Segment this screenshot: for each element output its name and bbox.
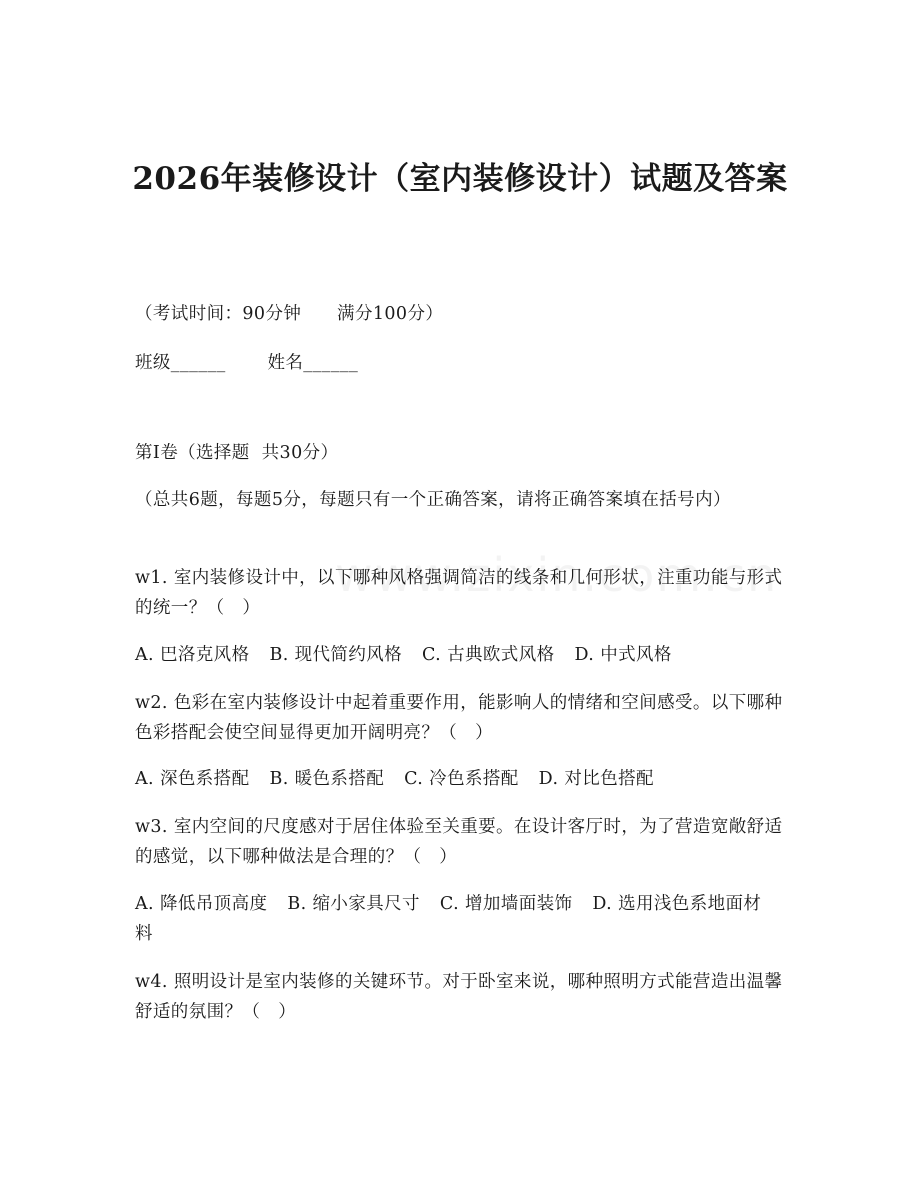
question-1-option-b: B. 现代简约风格 bbox=[269, 645, 403, 665]
question-1-option-a: A. 巴洛克风格 bbox=[135, 645, 250, 665]
question-3-option-d: D. 选用浅色系地面材料 bbox=[135, 894, 762, 944]
class-name-line: 班级______ 姓名______ bbox=[135, 353, 359, 373]
question-3-option-b: B. 缩小家具尺寸 bbox=[287, 894, 420, 914]
question-1-option-d: D. 中式风格 bbox=[574, 645, 672, 665]
question-2-option-c: C. 冷色系搭配 bbox=[404, 769, 519, 789]
question-2-option-b: B. 暖色系搭配 bbox=[269, 769, 385, 789]
question-2-stem: w2. 色彩在室内装修设计中起着重要作用，能影响人的情绪和空间感受。以下哪种色彩搭配会使空间显得更加开阔明亮？（ ） bbox=[135, 693, 783, 743]
question-3-option-c: C. 增加墙面装饰 bbox=[439, 894, 573, 914]
question-2-options bbox=[135, 764, 785, 794]
question-4-stem: w4. 照明设计是室内装修的关键环节。对于卧室来说，哪种照明方式能营造出温馨舒适的氛围？（ ） bbox=[135, 972, 783, 1022]
exam-info: （考试时间：90分钟 满分100分） bbox=[135, 304, 444, 324]
question-3-stem: w3. 室内空间的尺度感对于居住体验至关重要。在设计客厅时，为了营造宽敞舒适的感觉，以下哪种做法是合理的？（ ） bbox=[135, 817, 783, 867]
question-3-option-a: A. 降低吊顶高度 bbox=[135, 894, 268, 914]
question-2-option-d: D. 对比色搭配 bbox=[538, 769, 654, 789]
section-heading: 第Ⅰ卷（选择题 共30分） bbox=[135, 443, 339, 463]
document-title: 2026年装修设计（室内装修设计）试题及答案 bbox=[132, 161, 788, 197]
question-3-options bbox=[135, 889, 785, 949]
question-1-option-c: C. 古典欧式风格 bbox=[422, 645, 555, 665]
section-instruction: （总共6题，每题5分，每题只有一个正确答案，请将正确答案填在括号内） bbox=[135, 490, 731, 510]
question-1-options bbox=[135, 640, 785, 670]
question-2-option-a: A. 深色系搭配 bbox=[135, 769, 250, 789]
question-1-stem: w1. 室内装修设计中，以下哪种风格强调简洁的线条和几何形状，注重功能与形式的统一？（ ） bbox=[135, 568, 783, 618]
